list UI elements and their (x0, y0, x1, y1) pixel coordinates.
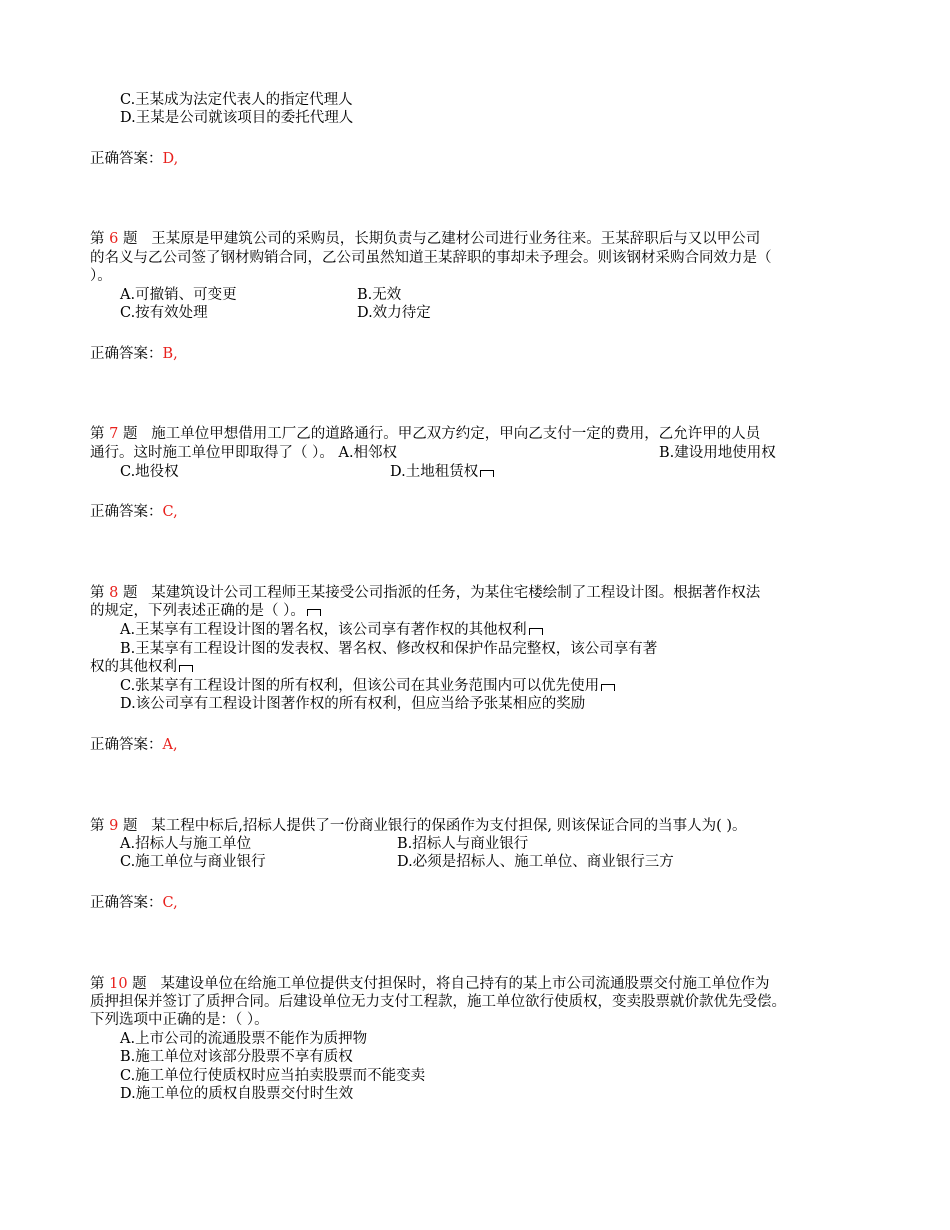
question-number: 8 (109, 585, 119, 601)
question-prefix: 第 (90, 976, 105, 992)
question-number: 6 (109, 231, 119, 247)
question-text: 某工程中标后,招标人提供了一份商业银行的保函作为支付担保, 则该保证合同的当事人为( )。 (151, 818, 747, 834)
option-b: B.招标人与商业银行 (397, 836, 529, 852)
answer-line (90, 150, 178, 168)
option-a: A.上市公司的流通股票不能作为质押物 (120, 1031, 368, 1047)
option-c: C.王某成为法定代表人的指定代理人 (120, 92, 353, 108)
option-c: C.地役权 (120, 464, 179, 480)
option-d: D.该公司享有工程设计图著作权的所有权利，但应当给予张某相应的奖励 (120, 696, 586, 712)
question-suffix: 题 (122, 426, 138, 442)
answer-value: C, (162, 895, 178, 911)
answer-label: 正确答案： (90, 504, 163, 520)
question-suffix: 题 (132, 976, 147, 992)
return-mark-icon (307, 609, 321, 616)
question-6-line3: ）。 (90, 268, 112, 284)
option-d: D.土地租赁权 (390, 464, 479, 480)
option-b: B.无效 (357, 287, 402, 303)
question-8-line2: 的规定，下列表述正确的是（ ）。 (90, 603, 305, 619)
return-mark-icon (529, 628, 543, 635)
answer-value: A, (162, 737, 178, 753)
return-mark-icon (179, 665, 193, 672)
option-a: A.王某享有工程设计图的署名权，该公司享有著作权的其他权利 (120, 622, 527, 638)
option-b: B.建设用地使用权 (659, 445, 776, 461)
option-d: D.必须是招标人、施工单位、商业银行三方 (397, 854, 674, 870)
answer-value: D, (162, 151, 179, 167)
answer-value: C, (162, 504, 178, 520)
answer-line (90, 736, 178, 754)
question-prefix: 第 (90, 231, 105, 247)
option-a: A.招标人与施工单位 (120, 836, 252, 852)
question-6-line1 (90, 230, 760, 248)
option-b-cont (90, 658, 193, 676)
question-10-line3: 下列选项中正确的是：（ ）。 (90, 1012, 269, 1028)
question-8-line2-row (90, 602, 321, 620)
return-mark-icon (601, 684, 615, 691)
question-number: 7 (109, 426, 119, 442)
option-b: B.王某享有工程设计图的发表权、署名权、修改权和保护作品完整权，该公司享有著 (120, 641, 658, 657)
answer-label: 正确答案： (90, 895, 163, 911)
question-text: 某建筑设计公司工程师王某接受公司指派的任务，为某住宅楼绘制了工程设计图。根据著作权法 (151, 585, 761, 601)
question-9-line1 (90, 817, 747, 835)
question-prefix: 第 (90, 426, 105, 442)
option-b-line2: 权的其他权利 (90, 659, 177, 675)
question-prefix: 第 (90, 818, 105, 834)
option-c: C.按有效处理 (120, 305, 208, 321)
answer-line (90, 894, 178, 912)
question-6-line2: 的名义与乙公司签了钢材购销合同，乙公司虽然知道王某辞职的事却未予理会。则该钢材采购合同效力是（ (90, 250, 772, 266)
option-d: D.效力待定 (357, 305, 431, 321)
option-d-line (390, 463, 494, 481)
option-b: B.施工单位对该部分股票不享有质权 (120, 1049, 353, 1065)
answer-line (90, 503, 178, 521)
option-c-line (120, 677, 615, 695)
option-c: C.施工单位与商业银行 (120, 854, 266, 870)
answer-label: 正确答案： (90, 151, 163, 167)
question-text: 施工单位甲想借用工厂乙的道路通行。甲乙双方约定，甲向乙支付一定的费用，乙允许甲的人员 (151, 426, 761, 442)
question-number: 10 (109, 976, 128, 992)
option-c: C.张某享有工程设计图的所有权利，但该公司在其业务范围内可以优先使用 (120, 678, 600, 694)
question-10-line1 (90, 975, 770, 993)
answer-label: 正确答案： (90, 346, 163, 362)
answer-label: 正确答案： (90, 737, 163, 753)
question-prefix: 第 (90, 585, 105, 601)
answer-value: B, (162, 346, 178, 362)
question-text: 某建设单位在给施工单位提供支付担保时，将自己持有的某上市公司流通股票交付施工单位作为 (160, 976, 770, 992)
question-suffix: 题 (122, 585, 138, 601)
question-7-line2: 通行。这时施工单位甲即取得了（ ）。 A.相邻权 (90, 445, 398, 461)
question-8-line1 (90, 584, 760, 602)
option-d: D.王某是公司就该项目的委托代理人 (120, 110, 354, 126)
option-a: A.可撤销、可变更 (120, 287, 237, 303)
question-suffix: 题 (122, 818, 138, 834)
question-text: 王某原是甲建筑公司的采购员，长期负责与乙建材公司进行业务往来。王某辞职后与又以甲公司 (151, 231, 761, 247)
option-a-line (120, 621, 543, 639)
answer-line (90, 345, 178, 363)
question-10-line2: 质押担保并签订了质押合同。后建设单位无力支付工程款，施工单位欲行使质权，变卖股票就价款优先受偿。 (90, 994, 786, 1010)
question-7-line1 (90, 425, 760, 443)
option-c: C.施工单位行使质权时应当拍卖股票而不能变卖 (120, 1068, 426, 1084)
return-mark-icon (480, 470, 494, 477)
question-number: 9 (109, 818, 119, 834)
option-d: D.施工单位的质权自股票交付时生效 (120, 1086, 354, 1102)
question-suffix: 题 (122, 231, 138, 247)
